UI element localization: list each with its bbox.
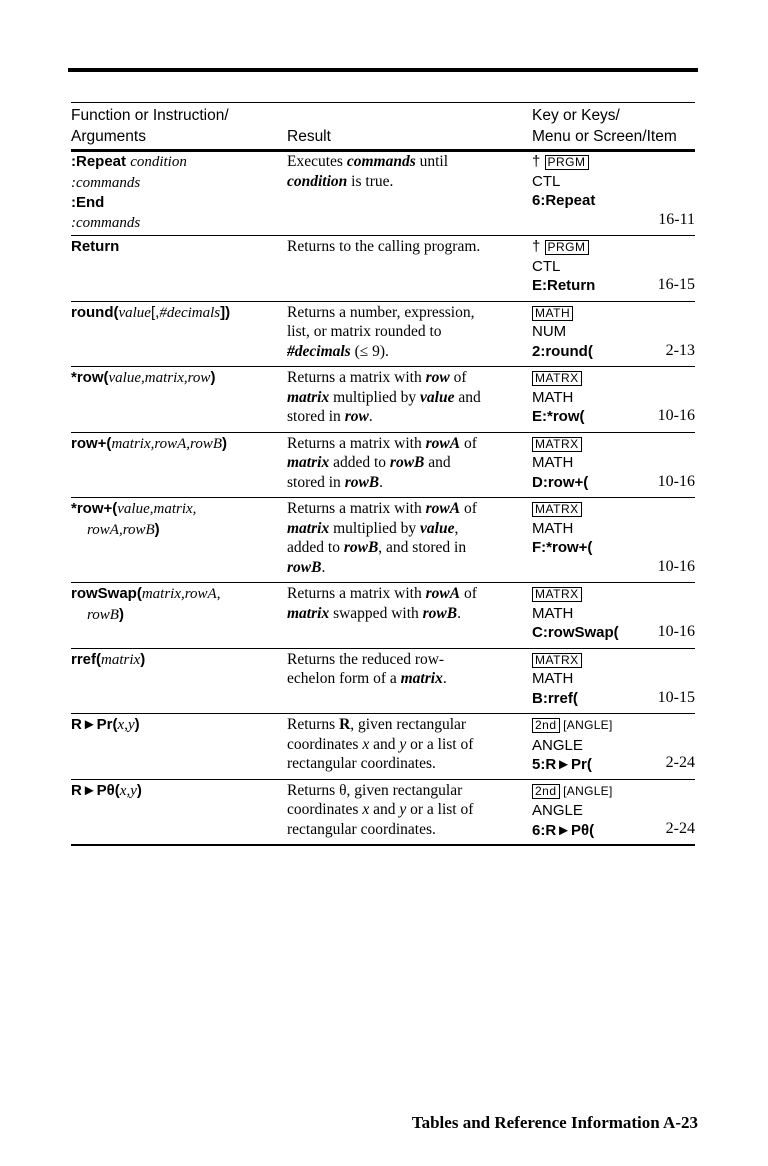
italic-text: value,matrix, (117, 501, 197, 517)
page-reference: 10-15 (657, 688, 695, 706)
function-cell (71, 650, 283, 671)
text-line (532, 322, 695, 342)
text-run: of (460, 434, 477, 452)
text-line (287, 237, 531, 257)
calculator-key: 2nd (532, 784, 560, 799)
italic-text: matrix,rowA,rowB (111, 435, 222, 452)
page-reference: 10-16 (657, 407, 695, 424)
text-run: . (442, 670, 447, 687)
text-line (71, 193, 283, 213)
bold-italic-text: matrix (287, 454, 330, 471)
entry-r-to-pr (71, 714, 695, 780)
text-line (287, 453, 531, 473)
text-line (532, 801, 695, 821)
entry-r-to-ptheta (71, 780, 695, 847)
key-cell (532, 152, 695, 211)
text-line (287, 735, 531, 755)
bold-text: 6:Repeat (532, 192, 596, 209)
bold-text: F:*row+( (532, 539, 593, 556)
text-line (532, 499, 695, 519)
text-line (287, 604, 531, 624)
bold-text: C:rowSwap( (532, 624, 619, 641)
text-line (287, 781, 531, 801)
italic-text: :commands (71, 174, 141, 191)
text-run: of (460, 500, 477, 517)
calculator-key: MATRX (532, 653, 582, 668)
text-run: MATH (532, 519, 574, 537)
text-run: Returns a matrix with (287, 434, 426, 452)
italic-text: x,y (117, 717, 135, 733)
text-line (532, 715, 695, 736)
page-reference: 10-16 (657, 472, 695, 490)
bold-italic-text: value (420, 519, 455, 537)
italic-text: matrix (101, 651, 141, 668)
text-run: † (532, 153, 545, 170)
text-run: echelon form of a (287, 670, 401, 687)
text-line (71, 434, 283, 455)
text-line (287, 473, 531, 493)
page-reference: 16-15 (657, 276, 695, 293)
calculator-key: MATH (532, 306, 573, 321)
text-line (532, 191, 695, 211)
header-key-line: Key or Keys/ (532, 107, 620, 124)
italic-text: matrix,rowA, (141, 586, 221, 602)
function-cell (71, 152, 283, 233)
bold-italic-text: matrix (400, 670, 443, 687)
text-run: . (368, 408, 373, 425)
text-line (287, 558, 531, 578)
text-run: rectangular coordinates. (287, 755, 436, 772)
bold-italic-text: matrix (287, 388, 330, 406)
bold-italic-text: rowB (343, 539, 379, 556)
text-run: and (454, 388, 481, 406)
function-cell (71, 499, 283, 540)
bold-text: :End (71, 194, 105, 211)
calculator-key: MATRX (532, 437, 582, 452)
bold-text: *row( (71, 369, 109, 386)
text-run: list, or matrix rounded to (287, 323, 442, 340)
text-line (532, 538, 695, 558)
italic-text: value (118, 304, 151, 321)
text-run: rectangular coordinates. (287, 820, 436, 838)
text-run: . (379, 473, 384, 491)
calculator-key: PRGM (545, 240, 589, 255)
function-cell (71, 434, 283, 455)
text-run: ANGLE (532, 736, 583, 754)
bold-text: R (339, 716, 351, 733)
bold-text: :Repeat (71, 153, 131, 170)
bold-text: ]) (220, 303, 231, 321)
bold-text: ) (136, 781, 142, 799)
header-key-column (532, 105, 677, 147)
text-line (532, 257, 695, 277)
text-run: and (369, 735, 400, 753)
bold-italic-text: value (420, 388, 455, 406)
entry-mult-row (71, 367, 695, 433)
text-line (532, 303, 695, 323)
function-cell (71, 781, 283, 802)
text-line (532, 650, 695, 670)
entry-mult-row-plus (71, 498, 695, 583)
italic-text: rowB (87, 606, 119, 623)
bold-italic-text: rowB (389, 454, 425, 471)
page-footer: Tables and Reference Information A-23 (411, 1113, 698, 1132)
entry-rowswap (71, 583, 695, 649)
text-run: † (532, 238, 545, 255)
menu-label: [ANGLE] (559, 718, 613, 732)
result-cell (287, 237, 531, 257)
text-line (287, 172, 531, 192)
entry-rref (71, 649, 695, 715)
text-line (71, 499, 283, 520)
function-cell (71, 715, 283, 736)
table-header (71, 102, 695, 152)
text-run: NUM (532, 323, 567, 340)
text-run: , and stored in (378, 539, 467, 556)
bold-italic-text: row (344, 408, 369, 425)
italic-text: rowA,rowB (87, 521, 155, 538)
page-reference: 10-16 (657, 623, 695, 640)
bold-text: ) (154, 520, 160, 538)
text-line (287, 538, 531, 558)
text-line (287, 820, 531, 840)
text-line (532, 604, 695, 624)
text-run: CTL (532, 172, 561, 190)
text-run: and (369, 801, 400, 818)
key-cell (532, 499, 695, 558)
result-cell (287, 584, 531, 623)
text-run: swapped with (329, 604, 423, 622)
text-line (71, 520, 283, 541)
bold-italic-text: condition (287, 172, 348, 190)
text-line (71, 715, 283, 736)
italic-text: y (399, 801, 407, 818)
text-run: until (415, 153, 449, 170)
text-run: , (454, 519, 459, 537)
text-line (71, 781, 283, 802)
text-run: is true. (347, 172, 394, 190)
text-run: coordinates (287, 801, 363, 818)
menu-label: [ANGLE] (559, 783, 613, 798)
bold-italic-text: #decimals (287, 342, 351, 360)
text-line (287, 322, 531, 342)
page-reference: 16-11 (658, 210, 695, 228)
bold-text: rref( (71, 650, 102, 668)
text-line (71, 368, 283, 389)
bold-text: 2:round( (532, 342, 593, 360)
text-run: MATH (532, 454, 574, 471)
text-run: added to (287, 539, 344, 556)
bold-text: 5:R►Pr( (532, 756, 592, 773)
text-run: [, (150, 303, 160, 321)
text-run: added to (329, 454, 390, 471)
text-line (71, 650, 283, 671)
text-line (287, 368, 531, 388)
text-run: . (321, 558, 326, 576)
calculator-key: MATRX (532, 502, 582, 517)
text-run: stored in (287, 473, 345, 491)
text-line (71, 303, 283, 324)
text-line (71, 173, 283, 194)
calculator-key: PRGM (545, 155, 589, 170)
bold-italic-text: row (425, 369, 450, 386)
text-line (287, 650, 531, 670)
bold-text: ) (222, 434, 227, 452)
entry-row-plus (71, 433, 695, 499)
italic-text: x (362, 801, 370, 818)
text-run: of (449, 369, 467, 386)
text-line (532, 368, 695, 388)
text-line (287, 303, 531, 323)
text-line (532, 172, 695, 192)
header-function-column (71, 105, 229, 147)
text-line (532, 519, 695, 539)
text-line (71, 213, 283, 234)
italic-text: :commands (71, 214, 141, 231)
result-cell (287, 303, 531, 362)
header-key-line: Menu or Screen/Item (532, 128, 677, 145)
text-line (287, 434, 531, 454)
result-cell (287, 781, 531, 840)
bold-text: B:rref( (532, 689, 578, 707)
text-line (532, 584, 695, 604)
bold-text: E:*row( (532, 408, 585, 425)
bold-text: ) (140, 650, 146, 668)
text-line (532, 781, 695, 802)
bold-italic-text: matrix (287, 604, 330, 622)
text-run: . (457, 604, 461, 622)
header-result-column: Result (287, 128, 331, 145)
text-line (287, 152, 531, 172)
result-cell (287, 434, 531, 493)
entry-repeat (71, 151, 695, 236)
bold-text: Return (71, 238, 120, 255)
text-line (287, 499, 531, 519)
italic-text: x,y (119, 782, 137, 799)
text-run: or a list of (406, 801, 474, 818)
text-line (532, 237, 695, 257)
page-reference: 2-24 (665, 819, 695, 837)
text-run: Returns a matrix with (287, 500, 426, 517)
result-cell (287, 499, 531, 577)
text-run: Returns a matrix with (287, 369, 426, 386)
bold-text: ) (134, 716, 140, 733)
text-run: MATH (532, 604, 574, 622)
text-line (532, 453, 695, 473)
text-run: MATH (532, 388, 574, 406)
text-run: Returns to the calling program. (287, 238, 481, 255)
text-line (287, 584, 531, 604)
entry-return (71, 236, 695, 302)
text-run: Returns a number, expression, (287, 303, 475, 321)
calculator-key: 2nd (532, 718, 560, 733)
function-cell (71, 584, 283, 625)
text-line (287, 388, 531, 408)
page-reference: 2-24 (665, 754, 695, 771)
text-run: CTL (532, 257, 561, 275)
text-line (71, 152, 283, 173)
text-run: (≤ 9). (350, 342, 389, 360)
text-run: multiplied by (329, 519, 421, 537)
text-run: of (460, 585, 477, 602)
text-line (71, 584, 283, 605)
bold-text: ) (210, 369, 216, 386)
text-run: Returns the reduced row- (287, 650, 445, 668)
bold-italic-text: commands (346, 153, 416, 170)
bold-text: row+( (71, 434, 112, 452)
text-run: Returns a matrix with (287, 585, 426, 602)
bold-text: D:row+( (532, 473, 589, 491)
text-line (71, 605, 283, 626)
page-reference: 10-16 (657, 557, 695, 575)
italic-text: condition (130, 154, 187, 170)
bold-text: rowSwap( (71, 585, 142, 602)
text-run: Returns (287, 716, 340, 733)
text-run: coordinates (287, 735, 363, 753)
text-line (532, 152, 695, 172)
bold-italic-text: rowA (425, 500, 461, 517)
italic-text: #decimals (159, 304, 221, 321)
calculator-key: MATRX (532, 371, 582, 386)
function-cell (71, 368, 283, 389)
text-run: MATH (532, 670, 574, 687)
result-cell (287, 650, 531, 689)
text-run: or a list of (406, 735, 474, 753)
bold-italic-text: rowA (425, 585, 461, 602)
italic-text: value,matrix,row (108, 370, 211, 386)
text-line (532, 434, 695, 454)
text-line (287, 669, 531, 689)
text-run: multiplied by (329, 388, 421, 406)
bold-italic-text: rowB (422, 604, 458, 622)
page-reference: 2-13 (665, 341, 695, 359)
bold-text: R►Pr( (71, 716, 118, 733)
text-line (71, 237, 283, 257)
bold-text: 6:R►Pθ( (532, 821, 595, 839)
text-run: , given rectangular (350, 716, 467, 733)
text-line (532, 388, 695, 408)
text-line (287, 800, 531, 820)
bold-text: *row+( (71, 500, 118, 517)
text-line (287, 519, 531, 539)
result-cell (287, 152, 531, 191)
bold-text: ) (118, 605, 124, 623)
bold-italic-text: matrix (287, 519, 330, 537)
header-function-line: Function or Instruction/ (71, 107, 229, 124)
function-cell (71, 303, 283, 324)
bold-text: round( (71, 303, 119, 321)
bold-italic-text: rowB (287, 558, 322, 576)
function-cell (71, 237, 283, 257)
italic-text: x (362, 735, 370, 753)
reference-table (71, 151, 695, 846)
bold-italic-text: rowB (344, 473, 380, 491)
text-line (287, 342, 531, 362)
text-line (287, 715, 531, 735)
text-line (532, 736, 695, 756)
calculator-key: MATRX (532, 587, 582, 602)
bold-text: R►Pθ( (71, 781, 120, 799)
text-run: stored in (287, 408, 345, 425)
text-line (532, 669, 695, 689)
top-rule (68, 68, 698, 72)
text-run: Returns θ, given rectangular (287, 781, 463, 799)
header-function-line: Arguments (71, 128, 146, 145)
bold-italic-text: rowA (425, 434, 461, 452)
text-line (287, 754, 531, 774)
result-cell (287, 368, 531, 427)
bold-text: E:Return (532, 277, 596, 294)
result-cell (287, 715, 531, 774)
text-run: and (424, 454, 451, 471)
text-run: ANGLE (532, 802, 583, 819)
text-line (287, 407, 531, 427)
italic-text: y (399, 735, 407, 753)
entry-round (71, 302, 695, 368)
text-run: Executes (287, 153, 347, 170)
